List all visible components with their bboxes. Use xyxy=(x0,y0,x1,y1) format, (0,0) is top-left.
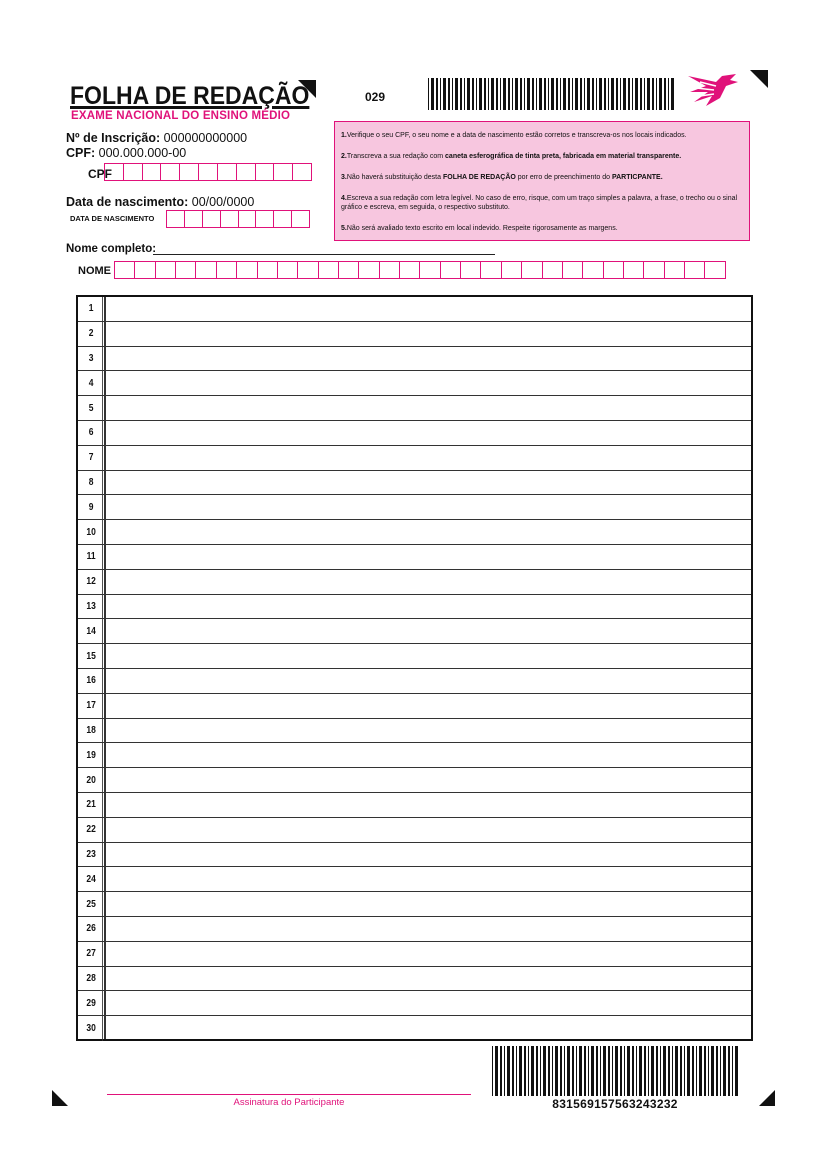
instruction-4: 4.Escreva a sua redação com letra legível. No caso de erro, risque, com um traço simples a palavra, a frase, o trecho ou o sinal gráfico e escreva, em seguida, o respectivo substituto. xyxy=(341,195,738,211)
writing-line[interactable] xyxy=(78,892,751,917)
line-number: 9 xyxy=(80,495,103,519)
line-number: 7 xyxy=(80,446,103,470)
line-number: 23 xyxy=(80,843,103,867)
char-box[interactable] xyxy=(292,211,309,227)
line-number: 4 xyxy=(80,371,103,395)
char-box[interactable] xyxy=(115,262,135,278)
writing-line[interactable] xyxy=(78,719,751,744)
char-box[interactable] xyxy=(161,164,180,180)
char-box[interactable] xyxy=(221,211,239,227)
line-number: 15 xyxy=(80,644,103,668)
char-box[interactable] xyxy=(124,164,143,180)
char-box[interactable] xyxy=(644,262,664,278)
char-box[interactable] xyxy=(203,211,221,227)
char-box[interactable] xyxy=(156,262,176,278)
writing-line[interactable] xyxy=(78,495,751,520)
char-box[interactable] xyxy=(481,262,501,278)
writing-line[interactable] xyxy=(78,570,751,595)
nome-tag: NOME xyxy=(78,265,111,277)
char-box[interactable] xyxy=(237,262,257,278)
char-box[interactable] xyxy=(624,262,644,278)
writing-line[interactable] xyxy=(78,991,751,1016)
dob-tag: DATA DE NASCIMENTO xyxy=(70,214,155,223)
line-number: 16 xyxy=(80,669,103,693)
instructions-panel xyxy=(334,121,750,241)
line-number: 18 xyxy=(80,719,103,743)
writing-line[interactable] xyxy=(78,694,751,719)
writing-line[interactable] xyxy=(78,371,751,396)
char-box[interactable] xyxy=(185,211,203,227)
char-box[interactable] xyxy=(359,262,379,278)
cpf-value: 000.000.000-00 xyxy=(98,146,187,160)
writing-line[interactable] xyxy=(78,942,751,967)
instruction-5: 5.Não será avaliado texto escrito em local indevido. Respeite rigorosamente as margens. xyxy=(341,225,618,232)
line-number: 27 xyxy=(80,942,103,966)
writing-line[interactable] xyxy=(78,1016,751,1041)
instruction-3: 3.Não haverá substituição desta FOLHA DE REDAÇÃO por erro de preenchimento do PARTICPANTE. xyxy=(341,174,663,181)
writing-line[interactable] xyxy=(78,396,751,421)
writing-line[interactable] xyxy=(78,768,751,793)
writing-line[interactable] xyxy=(78,669,751,694)
char-box[interactable] xyxy=(685,262,705,278)
char-box[interactable] xyxy=(461,262,481,278)
char-box[interactable] xyxy=(278,262,298,278)
char-box[interactable] xyxy=(258,262,278,278)
writing-line[interactable] xyxy=(78,446,751,471)
barcode-bottom xyxy=(492,1046,738,1096)
line-number: 22 xyxy=(80,818,103,842)
writing-line[interactable] xyxy=(78,545,751,570)
nome-underline[interactable] xyxy=(153,254,495,255)
char-box[interactable] xyxy=(176,262,196,278)
char-box[interactable] xyxy=(604,262,624,278)
char-box[interactable] xyxy=(239,211,257,227)
char-box[interactable] xyxy=(180,164,199,180)
char-box[interactable] xyxy=(218,164,237,180)
char-box[interactable] xyxy=(274,164,293,180)
line-number: 25 xyxy=(80,892,103,916)
signature-line[interactable] xyxy=(107,1094,471,1095)
writing-line[interactable] xyxy=(78,793,751,818)
char-box[interactable] xyxy=(105,164,124,180)
writing-line[interactable] xyxy=(78,471,751,496)
char-box[interactable] xyxy=(380,262,400,278)
dob-boxes[interactable] xyxy=(166,210,310,228)
line-number: 14 xyxy=(80,619,103,643)
writing-line[interactable] xyxy=(78,917,751,942)
inscricao-label: Nº de Inscrição: xyxy=(66,131,161,145)
char-box[interactable] xyxy=(705,262,724,278)
char-box[interactable] xyxy=(293,164,311,180)
char-box[interactable] xyxy=(583,262,603,278)
writing-line[interactable] xyxy=(78,347,751,372)
line-number: 8 xyxy=(80,471,103,495)
line-number: 3 xyxy=(80,347,103,371)
writing-line[interactable] xyxy=(78,421,751,446)
dob-label: Data de nascimento: xyxy=(66,195,189,209)
line-number: 21 xyxy=(80,793,103,817)
inscricao-line xyxy=(66,131,247,145)
line-number: 20 xyxy=(80,768,103,792)
char-box[interactable] xyxy=(217,262,237,278)
cpf-tag: CPF xyxy=(88,167,112,181)
char-box[interactable] xyxy=(441,262,461,278)
writing-line[interactable] xyxy=(78,322,751,347)
alignment-mark-bottom-left xyxy=(52,1090,68,1106)
nome-label: Nome completo: xyxy=(66,243,157,255)
char-box[interactable] xyxy=(256,211,274,227)
inscricao-value: 000000000000 xyxy=(163,131,248,145)
writing-line[interactable] xyxy=(78,595,751,620)
line-number: 12 xyxy=(80,570,103,594)
char-box[interactable] xyxy=(339,262,359,278)
char-box[interactable] xyxy=(563,262,583,278)
char-box[interactable] xyxy=(420,262,440,278)
char-box[interactable] xyxy=(319,262,339,278)
instruction-1: 1.Verifique o seu CPF, o seu nome e a data de nascimento estão corretos e transcreva-os nos locais indicados. xyxy=(341,132,687,139)
barcode-top xyxy=(428,78,674,110)
writing-line[interactable] xyxy=(78,297,751,322)
char-box[interactable] xyxy=(522,262,542,278)
line-number: 29 xyxy=(80,991,103,1015)
char-box[interactable] xyxy=(167,211,185,227)
dob-line xyxy=(66,195,254,209)
line-number: 13 xyxy=(80,595,103,619)
line-number: 30 xyxy=(80,1016,103,1041)
line-number: 5 xyxy=(80,396,103,420)
writing-line[interactable] xyxy=(78,967,751,992)
nome-label-line xyxy=(66,243,156,255)
cpf-line xyxy=(66,146,186,160)
char-box[interactable] xyxy=(196,262,216,278)
writing-line[interactable] xyxy=(78,743,751,768)
char-box[interactable] xyxy=(298,262,318,278)
line-number: 26 xyxy=(80,917,103,941)
line-number: 2 xyxy=(80,322,103,346)
writing-line[interactable] xyxy=(78,843,751,868)
char-box[interactable] xyxy=(543,262,563,278)
char-box[interactable] xyxy=(199,164,218,180)
barcode-number: 831569157563243232 xyxy=(552,1097,678,1111)
dob-value: 00/00/0000 xyxy=(191,195,255,209)
writing-area[interactable] xyxy=(76,295,753,1041)
alignment-mark-bottom-right xyxy=(759,1090,775,1106)
char-box[interactable] xyxy=(135,262,155,278)
char-box[interactable] xyxy=(256,164,275,180)
writing-line[interactable] xyxy=(78,520,751,545)
char-box[interactable] xyxy=(237,164,256,180)
line-number: 11 xyxy=(80,545,103,569)
char-box[interactable] xyxy=(274,211,292,227)
writing-line[interactable] xyxy=(78,867,751,892)
char-box[interactable] xyxy=(400,262,420,278)
line-number: 10 xyxy=(80,520,103,544)
instruction-2: 2.Transcreva a sua redação com caneta esferográfica de tinta preta, fabricada em material transparente. xyxy=(341,153,682,160)
sheet-code: 029 xyxy=(365,90,386,104)
cpf-boxes[interactable] xyxy=(104,163,312,181)
bird-logo-icon xyxy=(686,72,744,108)
writing-line[interactable] xyxy=(78,619,751,644)
char-box[interactable] xyxy=(502,262,522,278)
nome-boxes[interactable] xyxy=(114,261,726,279)
char-box[interactable] xyxy=(143,164,162,180)
writing-line[interactable] xyxy=(78,644,751,669)
line-number: 6 xyxy=(80,421,103,445)
writing-line[interactable] xyxy=(78,818,751,843)
page-subtitle: EXAME NACIONAL DO ENSINO MÉDIO xyxy=(71,110,291,122)
char-box[interactable] xyxy=(665,262,685,278)
signature-label: Assinatura do Participante xyxy=(233,1097,345,1108)
page-title: FOLHA DE REDAÇÃO xyxy=(70,82,310,110)
line-number: 17 xyxy=(80,694,103,718)
line-number: 1 xyxy=(80,297,103,321)
line-number: 19 xyxy=(80,743,103,767)
cpf-label: CPF: xyxy=(66,146,96,160)
line-number: 28 xyxy=(80,967,103,991)
line-number: 24 xyxy=(80,867,103,891)
alignment-mark-top-right xyxy=(750,70,768,88)
